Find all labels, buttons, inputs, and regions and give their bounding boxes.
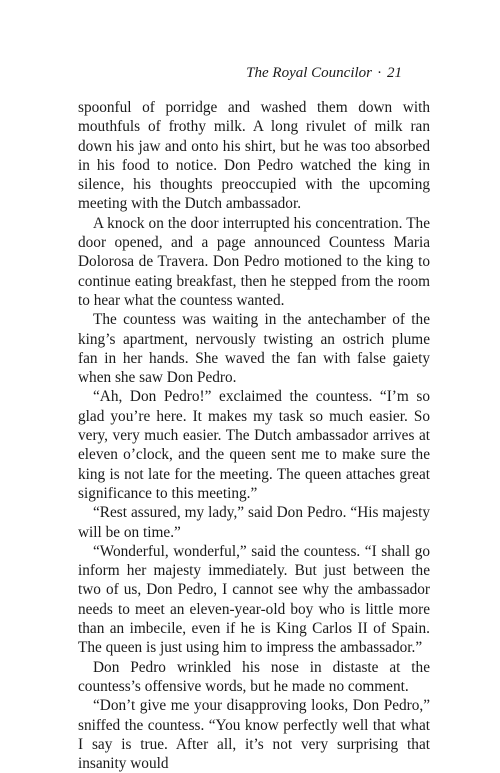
paragraph: “Don’t give me your disapproving looks, Don Pedro,” sniffed the countess. “You know perfectly well that what I say is true. After all, it’s not very surprising that insanity would [78,697,430,773]
header-separator: · [377,65,382,81]
paragraph: spoonful of porridge and washed them down with mouthfuls of frothy milk. A long rivulet of milk ran down his jaw and onto his shirt, but he was too absorbed in his food to notice. Don Pedro watched the king in silence, his thoughts preoccupied with the upcoming meeting with the Dutch ambassador. [78,99,430,213]
body-text [78,98,430,773]
paragraph: “Rest assured, my lady,” said Don Pedro. “His majesty will be on time.” [78,504,430,541]
paragraph: The countess was waiting in the antechamber of the king’s apartment, nervously twisting an ostrich plume fan in her hands. She waved the fan with false gaiety when she saw Don Pedro. [78,311,430,387]
book-title: The Royal Councilor [246,65,372,81]
page-number: 21 [387,65,402,81]
paragraph: Don Pedro wrinkled his nose in distaste at the countess’s offensive words, but he made no comment. [78,658,430,695]
paragraph: “Ah, Don Pedro!” exclaimed the countess. “I’m so glad you’re here. It makes my task so much easier. So very, very much easier. The Dutch ambassador arrives at eleven o’clock, and the queen sent me to make sure the king is not late for the meeting. The queen attaches great significance to this meeting.” [78,388,430,502]
paragraph: A knock on the door interrupted his concentration. The door opened, and a page announced Countess Maria Dolorosa de Travera. Don Pedro motioned to the king to continue eating breakfast, then he stepped from the room to hear what the countess wanted. [78,214,430,309]
paragraph: “Wonderful, wonderful,” said the countess. “I shall go inform her majesty immediately. But just between the two of us, Don Pedro, I cannot see why the ambassador needs to meet an eleven-year-old boy who is little more than an imbecile, even if he is King Carlos II of Spain. The queen is just using him to impress the ambassador.” [78,542,430,657]
running-header [246,63,402,83]
